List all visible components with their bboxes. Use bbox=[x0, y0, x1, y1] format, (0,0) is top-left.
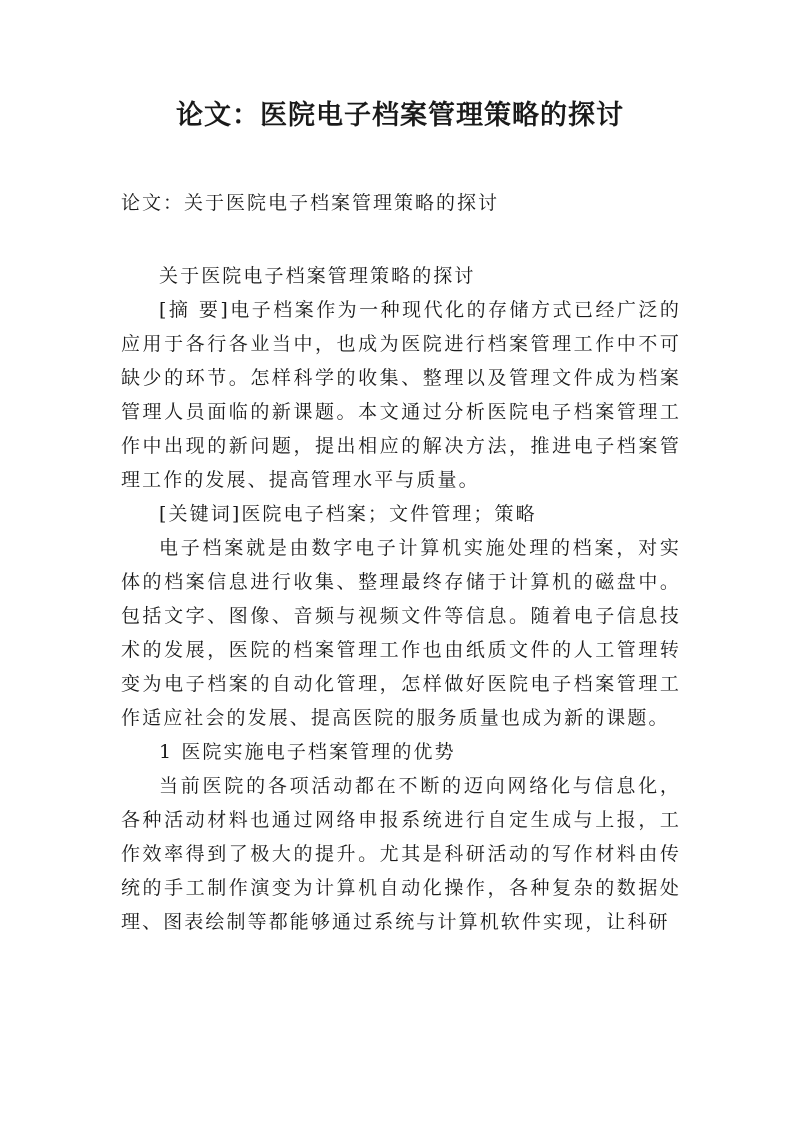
document-subtitle: 论文：关于医院电子档案管理策略的探讨 bbox=[121, 192, 500, 214]
document-title: 论文：医院电子档案管理策略的探讨 bbox=[176, 100, 624, 131]
document-body bbox=[121, 259, 681, 939]
abstract-paragraph: [摘 要]电子档案作为一种现代化的存储方式已经广泛的应用于各行各业当中，也成为医院进行档案管理工作中不可缺少的环节。怎样科学的收集、整理以及管理文件成为档案管理人员面临的新课题。本文通过分析医院电子档案管理工作中出现的新问题，提出相应的解决方法，推进电子档案管理工作的发展、提高管理水平与质量。 bbox=[121, 299, 681, 491]
article-heading: 关于医院电子档案管理策略的探讨 bbox=[159, 265, 476, 287]
section-heading: 1 医院实施电子档案管理的优势 bbox=[159, 741, 456, 763]
body-paragraph: 电子档案就是由数字电子计算机实施处理的档案，对实体的档案信息进行收集、整理最终存储于计算机的磁盘中。包括文字、图像、音频与视频文件等信息。随着电子信息技术的发展，医院的档案管理工作也由纸质文件的人工管理转变为电子档案的自动化管理，怎样做好医院电子档案管理工作适应社会的发展、提高医院的服务质量也成为新的课题。 bbox=[121, 537, 681, 729]
keywords-paragraph: [关键词]医院电子档案；文件管理；策略 bbox=[159, 503, 537, 525]
body-paragraph: 当前医院的各项活动都在不断的迈向网络化与信息化，各种活动材料也通过网络申报系统进行自定生成与上报，工作效率得到了极大的提升。尤其是科研活动的写作材料由传统的手工制作演变为计算机自动化操作，各种复杂的数据处理、图表绘制等都能够通过系统与计算机软件实现，让科研 bbox=[121, 775, 681, 933]
